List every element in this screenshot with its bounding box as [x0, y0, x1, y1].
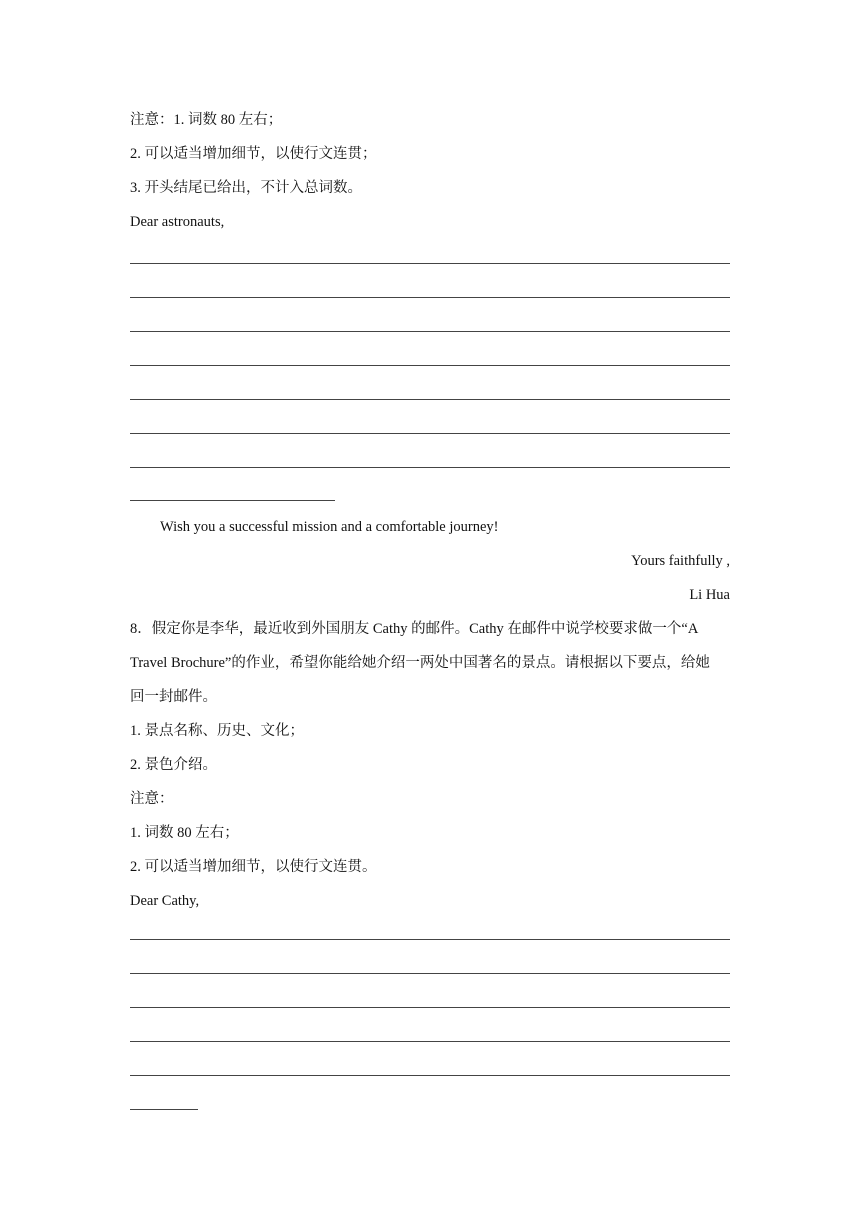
writing-line[interactable]: [130, 973, 730, 974]
closing-sentence: Wish you a successful mission and a comfortable journey!: [160, 519, 499, 535]
note-line-2: 2. 可以适当增加细节，以使行文连贯；: [130, 146, 377, 162]
letter-signoff: Yours faithfully ,: [631, 553, 730, 569]
writing-line[interactable]: [130, 365, 730, 366]
writing-line[interactable]: [130, 263, 730, 264]
point-line-2: 2. 景色介绍。: [130, 757, 217, 773]
point-line-1: 1. 景点名称、历史、文化；: [130, 723, 304, 739]
prompt-line-2: Travel Brochure”的作业，希望你能给她介绍一两处中国著名的景点。请根据以下要点，给她: [130, 655, 710, 671]
writing-line[interactable]: [130, 1041, 730, 1042]
notes-heading: 注意：: [130, 791, 174, 807]
note-line-3: 3. 开头结尾已给出，不计入总词数。: [130, 180, 362, 196]
document-page: [130, 0, 730, 1216]
letter-signature: Li Hua: [689, 587, 730, 603]
writing-line[interactable]: [130, 399, 730, 400]
prompt-line-3: 回一封邮件。: [130, 689, 217, 705]
writing-line-short[interactable]: [130, 1109, 198, 1110]
writing-line[interactable]: [130, 1007, 730, 1008]
note-line-1: 1. 词数 80 左右；: [130, 825, 239, 841]
note-line-1: 注意：1. 词数 80 左右；: [130, 112, 283, 128]
writing-line[interactable]: [130, 939, 730, 940]
writing-line[interactable]: [130, 331, 730, 332]
writing-line[interactable]: [130, 433, 730, 434]
writing-line[interactable]: [130, 1075, 730, 1076]
note-line-2: 2. 可以适当增加细节，以使行文连贯。: [130, 859, 377, 875]
writing-line[interactable]: [130, 467, 730, 468]
letter-greeting: Dear Cathy,: [130, 893, 200, 909]
writing-line-short[interactable]: [130, 500, 335, 501]
writing-line[interactable]: [130, 297, 730, 298]
letter-greeting: Dear astronauts,: [130, 214, 225, 230]
prompt-line-1: 8．假定你是李华，最近收到外国朋友 Cathy 的邮件。Cathy 在邮件中说学校要求做一个“A: [130, 621, 699, 637]
